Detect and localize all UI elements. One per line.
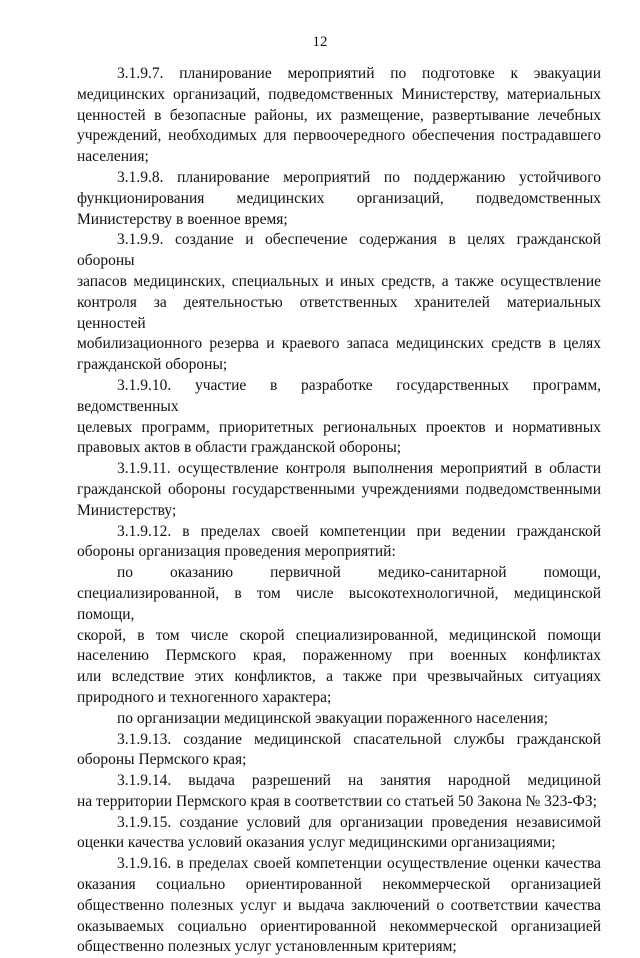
paragraph xyxy=(77,771,601,813)
paragraph xyxy=(77,376,601,459)
paragraph-line: правовых актов в области гражданской обороны; xyxy=(77,439,402,457)
paragraph-line: контроля за деятельностью ответственных хранителей материальных ценностей xyxy=(77,293,601,332)
paragraph-line: Министерству в военное время; xyxy=(77,210,288,228)
paragraph-line: общественно полезных услуг и выдача заключений о соответствии качества xyxy=(77,896,601,914)
document-body xyxy=(77,64,601,958)
paragraph-line: гражданской обороны; xyxy=(77,356,228,374)
paragraph-line: населению Пермского края, пораженному при военных конфликтах xyxy=(77,647,601,665)
paragraph-line: 3.1.9.12. в пределах своей компетенции при ведении гражданской xyxy=(117,522,601,540)
paragraph-line: ценностей в безопасные районы, их размещение, развертывание лечебных xyxy=(77,106,601,124)
paragraph-line: обороны организация проведения мероприятий: xyxy=(77,543,396,561)
paragraph xyxy=(77,522,601,564)
paragraph-line: оказания социально ориентированной некоммерческой организацией xyxy=(77,876,601,894)
paragraph xyxy=(77,168,601,230)
paragraph xyxy=(77,709,601,730)
paragraph xyxy=(77,64,601,168)
paragraph-line: медицинских организаций, подведомственных Министерству, материальных xyxy=(77,85,601,103)
paragraph-line: функционирования медицинских организаций, подведомственных xyxy=(77,189,601,207)
paragraph xyxy=(77,854,601,958)
paragraph-line: 3.1.9.14. выдача разрешений на занятия народной медициной xyxy=(117,772,601,790)
paragraph-line: 3.1.9.7. планирование мероприятий по подготовке к эвакуации xyxy=(117,65,601,82)
paragraph-line: скорой, в том числе скорой специализированной, медицинской помощи xyxy=(77,626,601,644)
paragraph-line: оценки качества условий оказания услуг медицинскими организациями; xyxy=(77,834,556,852)
paragraph-line: 3.1.9.16. в пределах своей компетенции осуществление оценки качества xyxy=(117,855,601,873)
paragraph-line: 3.1.9.8. планирование мероприятий по поддержанию устойчивого xyxy=(117,168,601,186)
paragraph-line: 3.1.9.10. участие в разработке государственных программ, ведомственных xyxy=(77,376,601,415)
paragraph xyxy=(77,230,601,376)
paragraph-line: 3.1.9.13. создание медицинской спасательной службы гражданской xyxy=(117,730,601,748)
paragraph-line: оказываемых социально ориентированной некоммерческой организацией xyxy=(77,917,601,935)
paragraph xyxy=(77,730,601,772)
paragraph-line: или вследствие этих конфликтов, а также при чрезвычайных ситуациях xyxy=(77,668,601,686)
paragraph-line: населения; xyxy=(77,148,149,166)
paragraph-line: по оказанию первичной медико-санитарной помощи, xyxy=(117,564,601,582)
paragraph-line: гражданской обороны государственными учреждениями подведомственными xyxy=(77,480,601,498)
paragraph xyxy=(77,563,601,709)
paragraph-line: мобилизационного резерва и краевого запаса медицинских средств в целях xyxy=(77,335,601,353)
paragraph-line: Министерству; xyxy=(77,501,177,519)
paragraph-line: запасов медицинских, специальных и иных средств, а также осуществление xyxy=(77,272,601,290)
paragraph-line: целевых программ, приоритетных региональных проектов и нормативных xyxy=(77,418,601,436)
paragraph-line: учреждений, необходимых для первоочередного обеспечения пострадавшего xyxy=(77,127,601,145)
paragraph-line: 3.1.9.11. осуществление контроля выполнения мероприятий в области xyxy=(117,460,601,478)
paragraph-line: природного и техногенного характера; xyxy=(77,688,332,706)
paragraph xyxy=(77,813,601,855)
paragraph-line: 3.1.9.9. создание и обеспечение содержания в целях гражданской обороны xyxy=(77,231,601,270)
paragraph-line: по организации медицинской эвакуации пораженного населения; xyxy=(117,709,549,727)
paragraph-line: специализированной, в том числе высокотехнологичной, медицинской помощи, xyxy=(77,584,601,623)
paragraph-line: обороны Пермского края; xyxy=(77,751,247,769)
paragraph xyxy=(77,459,601,521)
page-number: 12 xyxy=(312,34,328,50)
paragraph-line: общественно полезных услуг установленным критериям; xyxy=(77,938,457,956)
paragraph-line: на территории Пермского края в соответствии со статьей 50 Закона № 323-ФЗ; xyxy=(77,792,597,810)
paragraph-line: 3.1.9.15. создание условий для организации проведения независимой xyxy=(117,813,601,831)
